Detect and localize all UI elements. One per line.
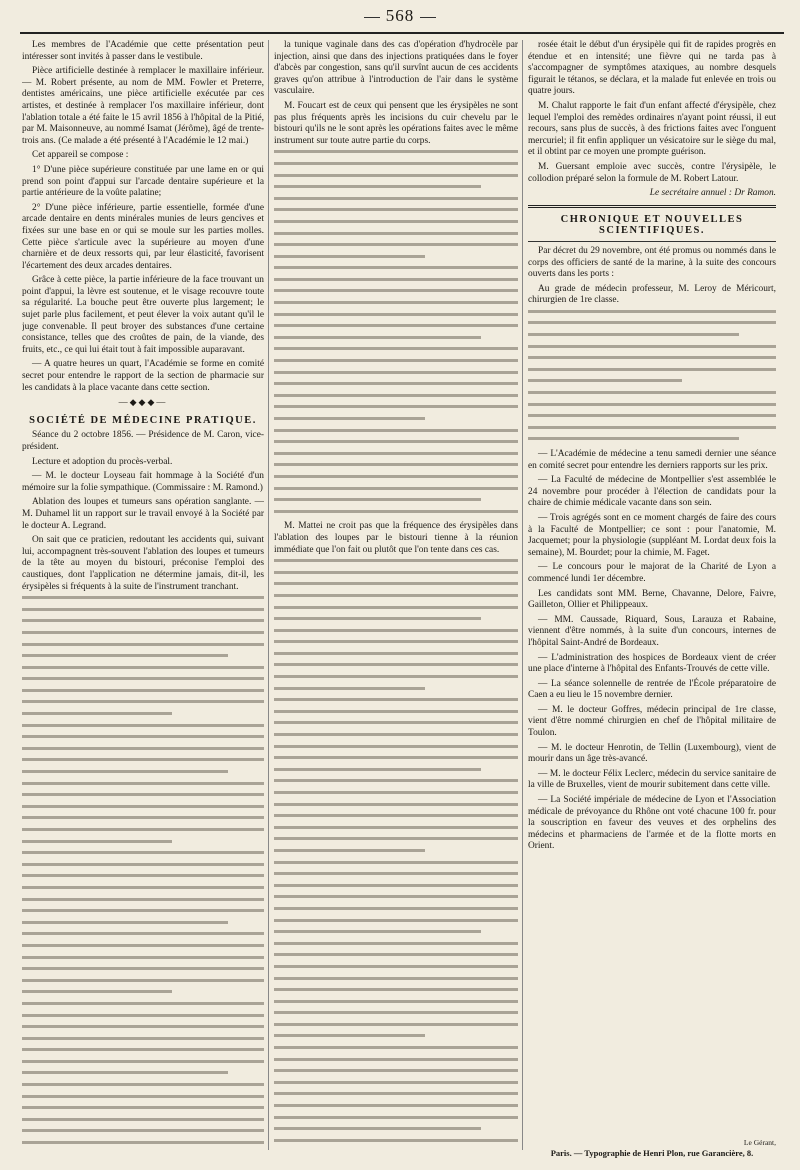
secretary-signature: Le secrétaire annuel : Dr Ramon. — [649, 188, 776, 199]
title-rule — [528, 241, 776, 242]
gerant-line: Le Gérant, — [743, 1138, 776, 1147]
text-lines-placeholder — [274, 150, 518, 512]
paragraph: Grâce à cette pièce, la partie inférieure de la face trouvant un point d'appui, la lèvre est soutenue, et le visage recouvre toute sa régularité. La bouche peut être ouverte plus largement; le sujet parle plus facilement, et peut élever la voix autant qu'il le juge convenable. Il peut broyer des substances d'une certaine consistance, telles que des croûtes de pain, de la viande, des fruits, etc., ce qui lui était tout à fait impossible auparavant. — [22, 275, 264, 355]
paragraph: — Le concours pour le majorat de la Charité de Lyon a commencé lundi 1er décembre. — [528, 562, 776, 584]
seance-line: Séance du 2 octobre 1856. — Présidence de M. Caron, vice-président. — [22, 430, 264, 452]
printer-line: Paris. — Typographie de Henri Plon, rue Garancière, 8. — [550, 1148, 754, 1158]
text-lines-placeholder — [274, 559, 518, 1150]
paragraph: M. Mattei ne croit pas que la fréquence des érysipèles dans l'ablation des loupes par le bistouri tienne à la réunion immédiate que l'on fait ou plutôt que l'on tente dans ces cas. — [274, 521, 518, 555]
imprint — [528, 1138, 776, 1158]
top-rule — [20, 32, 784, 34]
paragraph: M. Foucart est de ceux qui pensent que les érysipèles ne sont pas plus fréquents après les incisions du cuir chevelu par le bistouri qu'ils ne le sont après les opérations faites avec le même instrument sur toute autre partie du corps. — [274, 100, 518, 146]
paragraph: Cet appareil se compose : — [32, 150, 129, 161]
paragraph: Les membres de l'Académie que cette présentation peut intéresser sont invités à passer dans le vestibule. — [22, 40, 264, 62]
paragraph-piece-artificielle: Pièce artificielle destinée à remplacer le maxillaire inférieur. — M. Robert présente, au nom de MM. Fowler et Preterre, dentistes américains, une pièce artificielle exécutée par ces artistes, et destinée à remplacer l'os maxillaire inférieur, dont l'ablation totale a été faite le 15 avril 1856 à l'hôpital de la Pitié, par M. Maisonneuve, au nommé Isamat (Jérôme), âgé de trente-trois ans. (Ce malade a été présenté à l'Académie le 12 mai.) — [22, 66, 264, 146]
paragraph: — La séance solennelle de rentrée de l'École préparatoire de Caen a eu lieu le 15 novembre dernier. — [528, 678, 776, 701]
paragraph: On sait que ce praticien, redoutant les accidents qui, suivant lui, accompagnent très-souvent l'ablation des loupes et tumeurs de la tête au moyen du bistouri, préconise l'emploi des caustiques, dont l'application ne détermine jamais, dit-il, les érysipèles si fréquents à la suite de l'instrument tranchant. — [22, 535, 264, 592]
section-title: SOCIÉTÉ DE MÉDECINE PRATIQUE. — [29, 414, 257, 426]
text-lines-placeholder — [528, 310, 776, 441]
paragraph: rosée était le début d'un érysipèle qui fit de rapides progrès en étendue et en intensité; une fièvre qui ne tarda pas à s'accompagner de symptômes ataxiques, au nombre desquels figurait le tétanos, se déclara, et la malade fut enlevée en trois ou quatre jours. — [528, 40, 776, 97]
column-divider — [268, 40, 269, 1150]
paragraph: — L'Académie de médecine a tenu samedi dernier une séance en comité secret pour entendre les derniers rapports sur les prix. — [528, 449, 776, 471]
paragraph: — MM. Caussade, Riquard, Sous, Larauza et Rabaine, viennent d'être nommés, à la suite d'un concours, internes de l'hôpital Saint-André de Bordeaux. — [528, 614, 776, 648]
paragraph: Les candidats sont MM. Berne, Chavanne, Delore, Faivre, Gailleton, Ollier et Philippeaux. — [528, 588, 776, 611]
paragraph: 1° D'une pièce supérieure constituée par une lame en or qui prend son point d'appui sur l'arcade dentaire supérieure et la partie antérieure de la voûte palatine; — [22, 164, 264, 199]
column-middle — [274, 40, 518, 1150]
paragraph: — L'administration des hospices de Bordeaux vient de créer une place d'interne à l'hôpital des Enfants-Trouvés de cette ville. — [528, 652, 776, 675]
paragraph-ablation: Ablation des loupes et tumeurs sans opération sanglante. — M. Duhamel lit un rapport sur le travail envoyé à la Société par le docteur A. Legrand. — [22, 497, 264, 531]
page-number: 568 — [0, 6, 800, 26]
column-right — [528, 40, 776, 1150]
paragraph: — M. le docteur Goffres, médecin principal de 1re classe, vient d'être nommé chirurgien en chef de l'hôpital militaire de Toulon. — [528, 704, 776, 739]
paragraph: M. Chalut rapporte le fait d'un enfant affecté d'érysipèle, chez lequel l'emploi des remèdes ordinaires n'ayant point réussi, il eut recours, sans plus de succès, à des frictions faites avec l'onguent mercuriel; il fit enfin appliquer un vésicatoire sur le siège du mal, et il obtint par ce moyen une prompte guérison. — [528, 100, 776, 158]
paragraph: — Trois agrégés sont en ce moment chargés de faire des cours à la Faculté de Montpellier; ce sont : pour l'anatomie, M. Jacquemet; pour la physiologie (suppléant M. Lordat deux fois la semaine), M. Bourdet; pour la chimie, M. Faget. — [528, 512, 776, 558]
paragraph: la tunique vaginale dans des cas d'opération d'hydrocèle par injection, ainsi que dans des injections pratiquées dans le foyer d'abcès par congestion, sans qu'il survînt aucun de ces accidents graves qu'on attribue à l'introduction de l'air dans le système vasculaire. — [274, 40, 518, 97]
paragraph: Au grade de médecin professeur, M. Leroy de Méricourt, chirurgien de 1re classe. — [528, 283, 776, 306]
paragraph: — M. le docteur Henrotin, de Tellin (Luxembourg), vient de mourir dans un âge très-avancé. — [528, 742, 776, 765]
paragraph: — La Société impériale de médecine de Lyon et l'Association médicale de prévoyance du Rhône ont voté chacune 100 fr. pour la souscription en faveur des veuves et des orphelins des médecins et pharmaciens de l'armée et de la flotte morts en Orient. — [528, 795, 776, 852]
paragraph: 2° D'une pièce inférieure, partie essentielle, formée d'une arcade dentaire en dents minérales munies de leurs gencives et fixées sur une base en or qui se moule sur les parties molles. Cette pièce s'articule avec la supérieure au moyen d'une charnière et de deux ressorts qui, par leur élasticité, favorisent l'écartement des deux arcades dentaires. — [22, 202, 264, 271]
paragraph: — M. le docteur Loyseau fait hommage à la Société d'un mémoire sur la folie sympathique. (Commissaire : M. Ramond.) — [22, 471, 264, 493]
column-divider — [522, 40, 523, 1150]
section-rule — [528, 205, 776, 208]
column-left — [22, 40, 264, 1150]
paragraph: Par décret du 29 novembre, ont été promus ou nommés dans le corps des officiers de santé de la marine, à la suite des concours ouverts dans les ports : — [528, 245, 776, 280]
paragraph: M. Guersant emploie avec succès, contre l'érysipèle, le collodion préparé selon la formule de M. Robert Latour. — [528, 161, 776, 184]
paragraph: — La Faculté de médecine de Montpellier s'est assemblée le 24 novembre pour procéder à l'élection de candidats pour la chaire de chimie médicale vacante dans son sein. — [528, 475, 776, 509]
paragraph: — M. le docteur Félix Leclerc, médecin du service sanitaire de la ville de Bruxelles, vient de mourir subitement dans cette ville. — [528, 768, 776, 791]
chronicle-title: CHRONIQUE ET NOUVELLES SCIENTIFIQUES. — [560, 213, 744, 237]
ornament-divider: —◆◆◆— — [118, 397, 168, 408]
text-lines-placeholder — [22, 596, 264, 1144]
paragraph: Lecture et adoption du procès-verbal. — [32, 456, 173, 467]
paragraph: — A quatre heures un quart, l'Académie se forme en comité secret pour entendre le rapport de la section de pharmacie sur les candidats à la place vacante dans cette section. — [22, 359, 264, 393]
